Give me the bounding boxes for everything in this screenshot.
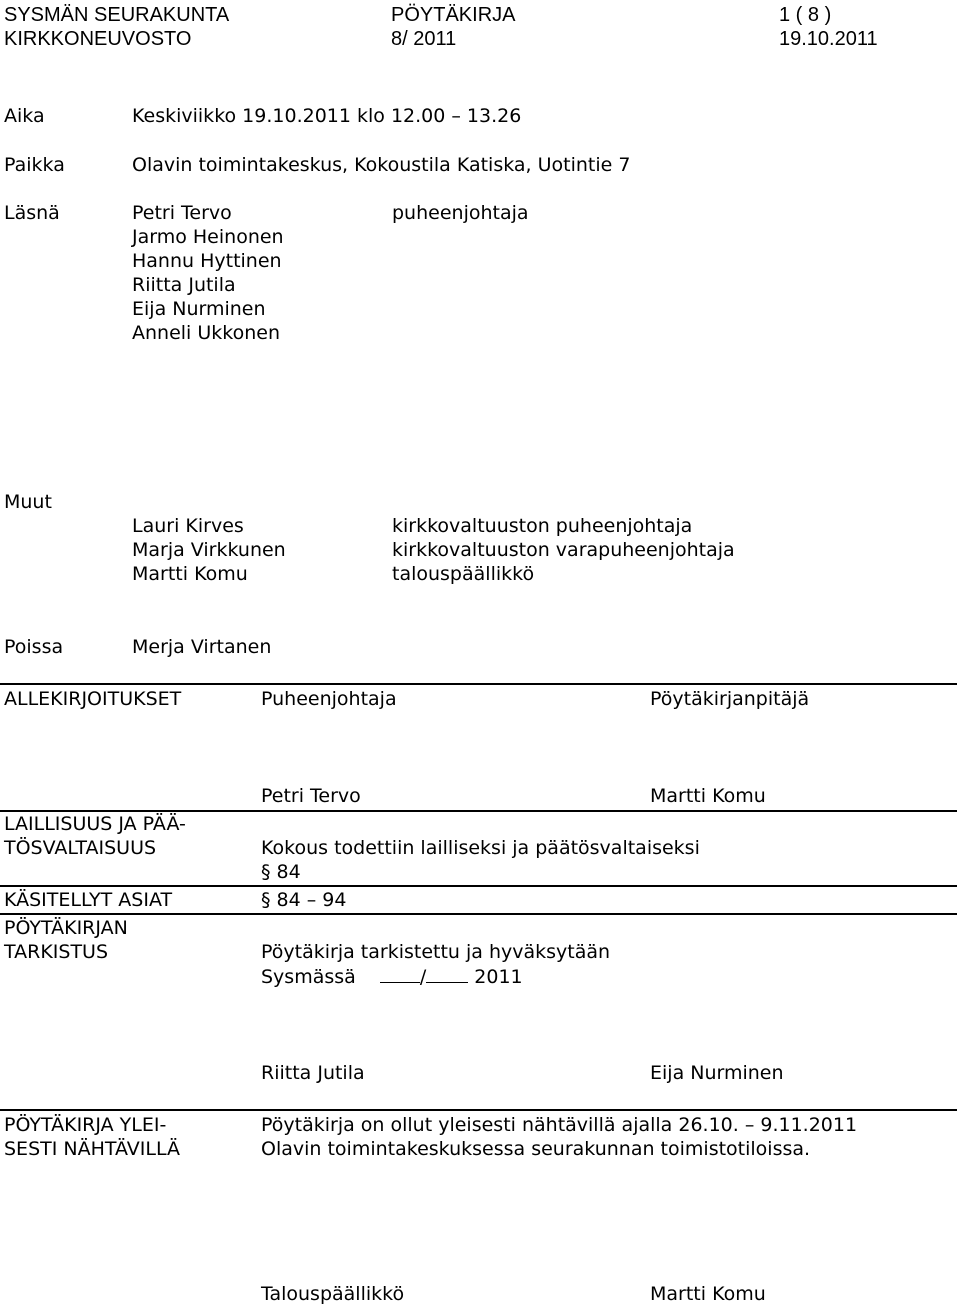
present-name: Hannu Hyttinen	[132, 250, 282, 272]
other-role: talouspäällikkö	[392, 563, 535, 585]
present-name: Jarmo Heinonen	[132, 226, 284, 248]
public-label: SESTI NÄHTÄVILLÄ	[4, 1138, 180, 1160]
present-name: Eija Nurminen	[132, 298, 266, 320]
chair-title: Puheenjohtaja	[261, 688, 397, 710]
doc-number: 8/ 2011	[391, 28, 457, 50]
place-label: Paikka	[4, 154, 65, 176]
section-divider	[0, 1109, 957, 1111]
legality-text: Kokous todettiin lailliseksi ja päätösvaltaiseksi	[261, 837, 700, 859]
items-value: § 84 – 94	[261, 889, 347, 911]
other-name: Marja Virkkunen	[132, 539, 286, 561]
legality-ref: § 84	[261, 861, 301, 883]
org-name: SYSMÄN SEURAKUNTA	[4, 4, 230, 26]
doc-type: PÖYTÄKIRJA	[391, 4, 516, 26]
other-name: Martti Komu	[132, 563, 248, 585]
review-year: 2011	[474, 966, 523, 988]
section-divider	[0, 683, 957, 685]
section-divider	[0, 913, 957, 915]
chair-name: Petri Tervo	[261, 785, 361, 807]
legality-label: LAILLISUUS JA PÄÄ-	[4, 813, 186, 835]
day-blank	[380, 964, 420, 983]
section-divider	[0, 885, 957, 887]
present-role: puheenjohtaja	[392, 202, 529, 224]
place-value: Olavin toimintakeskus, Kokoustila Katiska, Uotintie 7	[132, 154, 631, 176]
other-role: kirkkovaltuuston puheenjohtaja	[392, 515, 693, 537]
month-blank	[426, 964, 468, 983]
public-label: PÖYTÄKIRJA YLEI-	[4, 1114, 167, 1136]
secretary-name: Martti Komu	[650, 785, 766, 807]
legality-label: TÖSVALTAISUUS	[4, 837, 157, 859]
public-text: Pöytäkirja on ollut yleisesti nähtävillä ajalla 26.10. – 9.11.2011	[261, 1114, 858, 1136]
present-name: Riitta Jutila	[132, 274, 236, 296]
reviewer-name: Eija Nurminen	[650, 1062, 784, 1084]
page-number: 1 ( 8 )	[779, 4, 832, 26]
body-name: KIRKKONEUVOSTO	[4, 28, 192, 50]
other-role: kirkkovaltuuston varapuheenjohtaja	[392, 539, 735, 561]
review-label: PÖYTÄKIRJAN	[4, 917, 128, 939]
present-name: Anneli Ukkonen	[132, 322, 281, 344]
other-name: Lauri Kirves	[132, 515, 244, 537]
review-place: Sysmässä	[261, 966, 356, 988]
review-text: Pöytäkirja tarkistettu ja hyväksytään	[261, 941, 611, 963]
secretary-title: Pöytäkirjanpitäjä	[650, 688, 810, 710]
certifier-name: Martti Komu	[650, 1283, 766, 1305]
public-text: Olavin toimintakeskuksessa seurakunnan toimistotiloissa.	[261, 1138, 811, 1160]
present-name: Petri Tervo	[132, 202, 232, 224]
review-place-date	[261, 964, 523, 989]
others-label: Muut	[4, 491, 52, 513]
review-label: TARKISTUS	[4, 941, 109, 963]
signatures-label: ALLEKIRJOITUKSET	[4, 688, 182, 710]
time-label: Aika	[4, 105, 45, 127]
certifier-title: Talouspäällikkö	[261, 1283, 405, 1305]
header-date: 19.10.2011	[779, 28, 878, 50]
date-separator: /	[419, 966, 427, 988]
time-value: Keskiviikko 19.10.2011 klo 12.00 – 13.26	[132, 105, 522, 127]
absent-label: Poissa	[4, 636, 64, 658]
present-label: Läsnä	[4, 202, 60, 224]
items-label: KÄSITELLYT ASIAT	[4, 889, 173, 911]
reviewer-name: Riitta Jutila	[261, 1062, 365, 1084]
absent-value: Merja Virtanen	[132, 636, 272, 658]
